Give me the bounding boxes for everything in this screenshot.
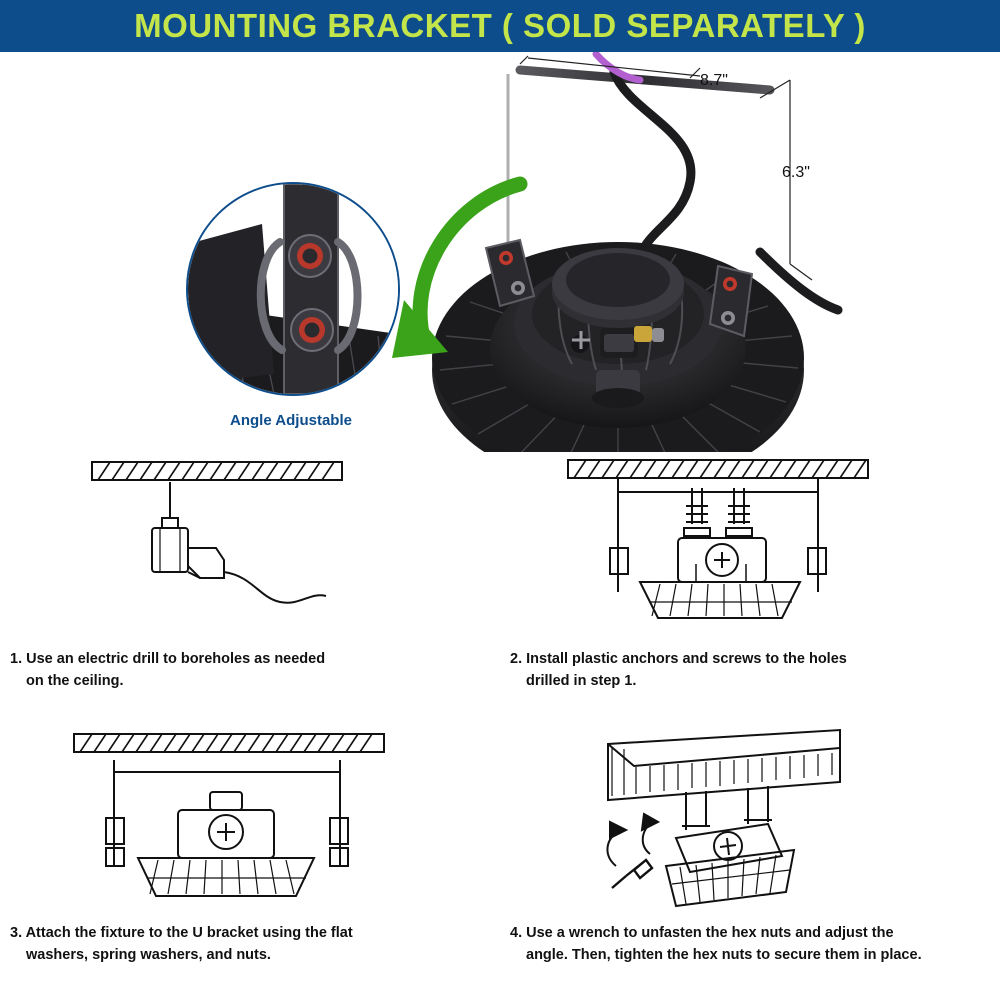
height-dimension-label: 6.3"	[782, 164, 810, 181]
hex-bolt-lower	[291, 309, 333, 351]
fixture-outline	[138, 792, 314, 896]
ceiling-hatched	[74, 734, 384, 752]
step-4-illustration	[500, 726, 990, 921]
ceiling-hatched	[92, 462, 342, 480]
angle-detail-callout	[186, 182, 400, 396]
hex-bolt-upper	[289, 235, 331, 277]
bracket-side-plate-right	[710, 266, 752, 336]
step-1-illustration	[10, 452, 500, 647]
step-item-1	[10, 452, 500, 720]
step-2-line-1: 2. Install plastic anchors and screws to the holes	[510, 651, 847, 667]
installation-steps	[0, 452, 1000, 1000]
step-1-caption	[10, 648, 480, 693]
step-1-line-1: 1. Use an electric drill to boreholes as needed	[10, 651, 326, 667]
tilted-fixture	[666, 824, 794, 906]
step-3-caption	[10, 922, 480, 967]
header-banner	[0, 0, 1000, 52]
step-item-2	[500, 452, 990, 720]
step-4-line-1: 4. Use a wrench to unfasten the hex nuts and adjust the	[510, 925, 894, 941]
electric-drill-icon	[152, 482, 326, 603]
anchors-and-screws	[684, 488, 752, 536]
ceiling-hatched	[568, 460, 868, 478]
step-item-4	[500, 726, 990, 994]
step-2-line-2: drilled in step 1.	[526, 673, 637, 690]
step-2-illustration	[500, 452, 990, 647]
product-hero	[0, 52, 1000, 452]
step-3-line-2: washers, spring washers, and nuts.	[26, 947, 271, 964]
step-2-caption	[510, 648, 980, 693]
width-dimension-label: 8.7"	[700, 72, 728, 89]
ceiling-slab-3d	[608, 730, 840, 800]
step-1-line-2: on the ceiling.	[26, 673, 124, 690]
page-title: MOUNTING BRACKET ( SOLD SEPARATELY )	[134, 7, 866, 44]
step-4-line-2: angle. Then, tighten the hex nuts to secure them in place.	[526, 947, 922, 964]
fixture-outline	[640, 538, 800, 618]
step-item-3	[10, 726, 500, 994]
fixture-underside	[592, 370, 644, 408]
step-3-line-1: 3. Attach the fixture to the U bracket using the flat	[10, 925, 353, 941]
step-4-caption	[510, 922, 980, 967]
u-bracket-outline	[106, 760, 348, 866]
rotation-arrow-icon	[607, 814, 658, 866]
step-3-illustration	[10, 726, 500, 921]
high-bay-light-illustration	[0, 52, 1000, 452]
angle-detail-label: Angle Adjustable	[230, 412, 352, 429]
wrench-icon	[612, 860, 652, 888]
